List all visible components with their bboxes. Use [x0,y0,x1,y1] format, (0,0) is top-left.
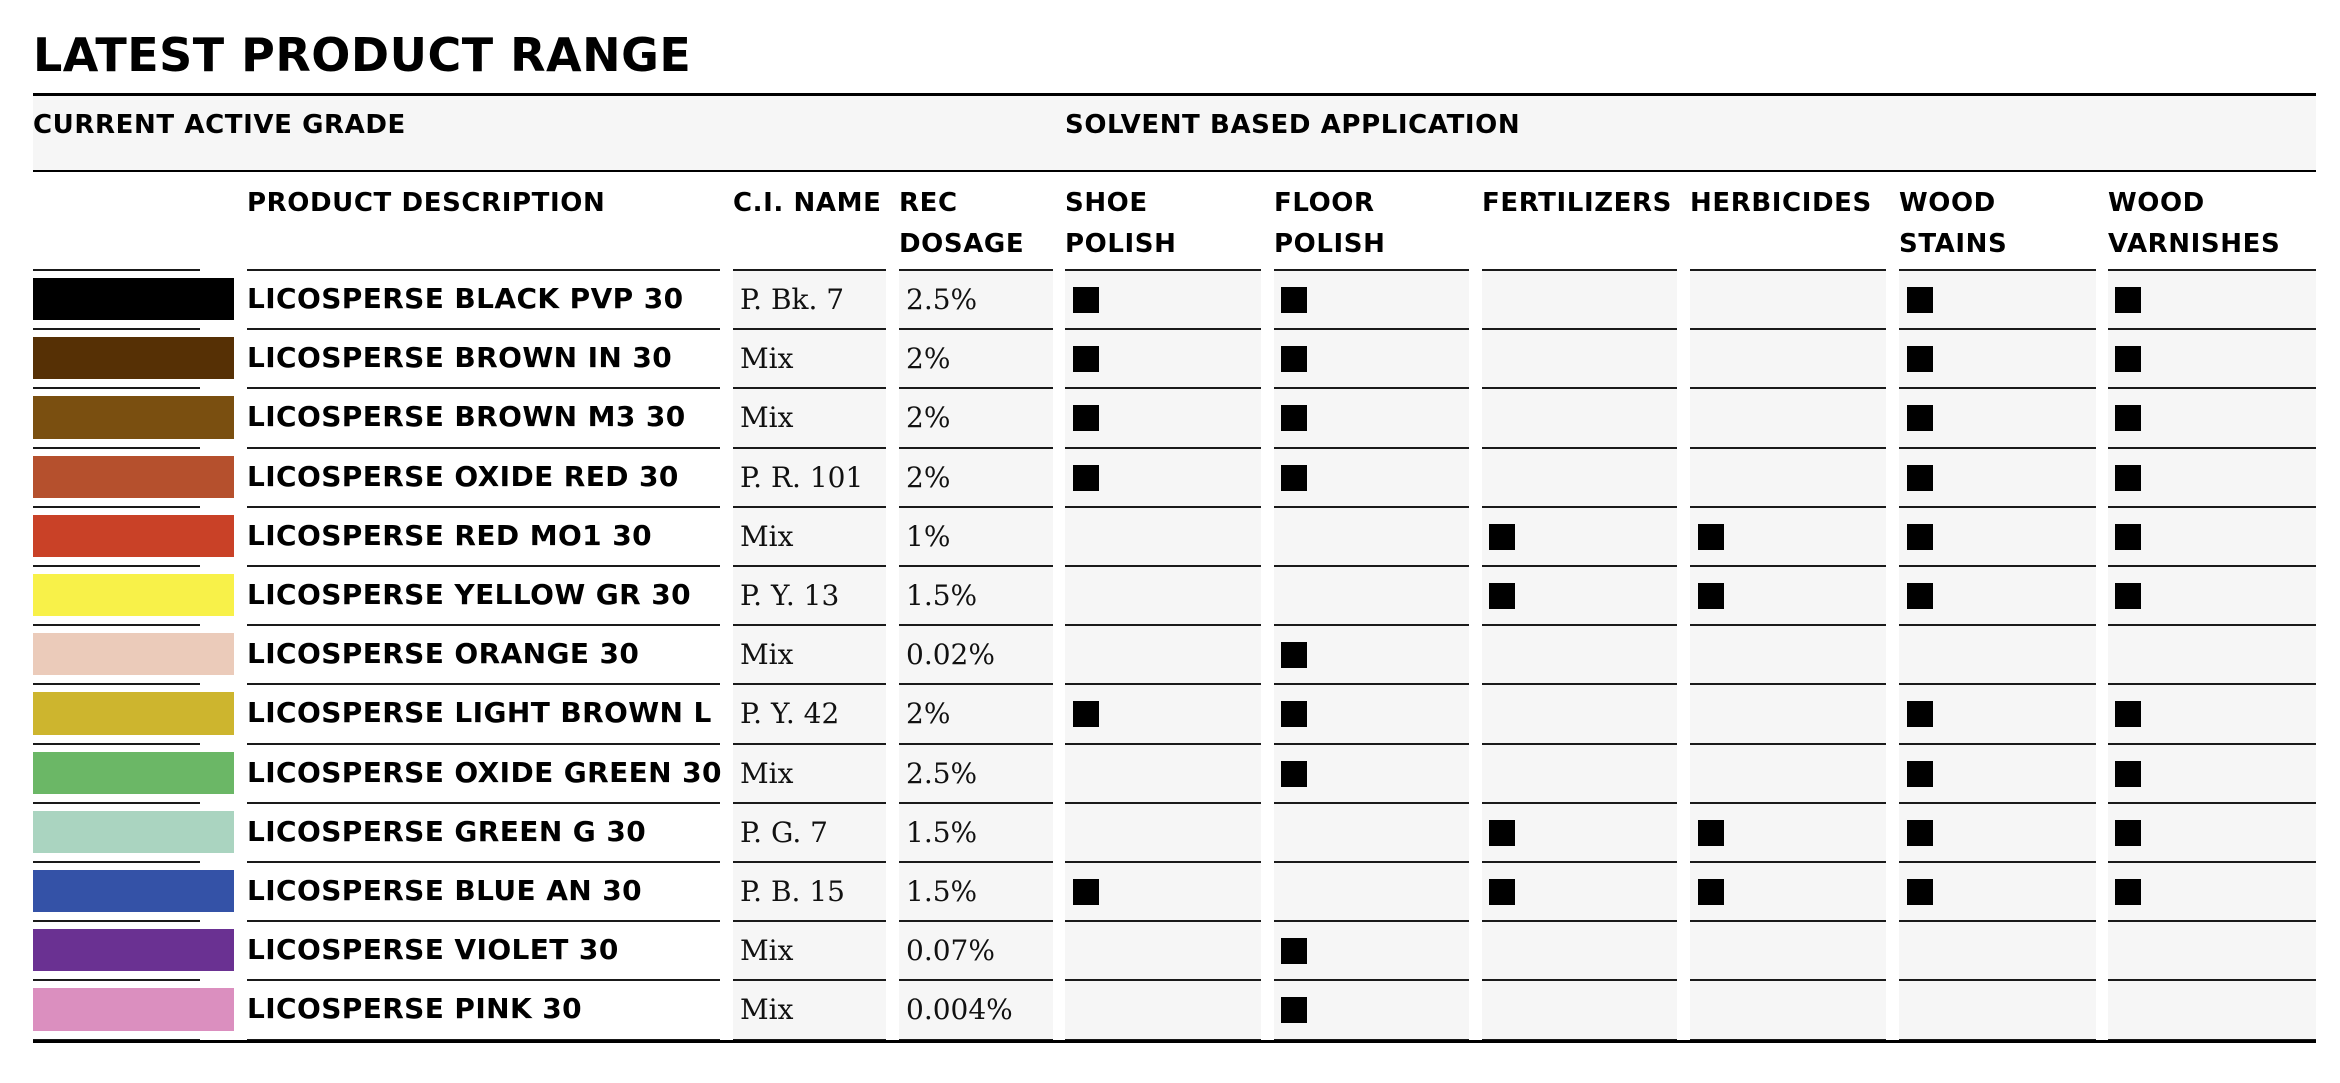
row-separator [247,624,720,626]
ci-name-value: P. R. 101 [740,460,864,494]
product-name: LICOSPERSE BLACK PVP 30 [247,282,684,315]
row-separator [247,506,720,508]
column-header-line: STAINS [1899,229,2008,259]
application-check-mark [1489,879,1515,905]
application-check-mark [1698,820,1724,846]
cell-background [1690,745,1886,802]
cell-background [1482,745,1677,802]
application-check-mark [1281,761,1307,787]
application-check-mark [1907,583,1933,609]
dosage-value: 2.5% [906,756,978,790]
product-name: LICOSPERSE RED MO1 30 [247,518,652,552]
dosage-value: 1.5% [906,579,978,612]
dosage-value: 1% [906,519,951,553]
dosage-value: 2% [906,697,951,731]
row-separator [247,743,720,745]
application-check-mark [1489,524,1515,550]
application-check-mark [1281,642,1307,668]
cell-background [1482,449,1677,506]
row-separator [33,920,200,922]
product-name: LICOSPERSE BLUE AN 30 [247,874,643,907]
cell-background [1482,626,1677,683]
cell-background [1065,567,1261,624]
row-separator [33,683,200,685]
application-check-mark [1907,761,1933,787]
column-header-line: HERBICIDES [1690,188,1872,218]
bottom-rule [33,1040,2316,1043]
application-check-mark [1698,879,1724,905]
application-check-mark [1698,583,1724,609]
application-check-mark [1489,820,1515,846]
application-check-mark [1281,287,1307,313]
cell-background [1065,745,1261,802]
cell-background [1690,922,1886,979]
ci-name-value: Mix [740,934,794,968]
row-separator [33,447,200,449]
column-header-line: POLISH [1065,229,1177,259]
cell-background [2108,626,2316,683]
column-header-line: WOOD [2108,188,2205,218]
product-name: LICOSPERSE BROWN IN 30 [247,341,673,375]
cell-background [1690,685,1886,742]
ci-name-value: P. G. 7 [740,815,828,849]
cell-background [1690,330,1886,387]
color-swatch [33,574,234,616]
color-swatch [33,988,234,1030]
ci-name-value: Mix [740,519,794,553]
cell-background [1482,922,1677,979]
column-header-line: REC [899,188,958,218]
row-separator [247,802,720,804]
application-check-mark [1907,524,1933,550]
column-header-line: PRODUCT DESCRIPTION [247,188,606,218]
row-separator [247,565,720,567]
row-separator [33,624,200,626]
ci-name-value: P. B. 15 [740,875,845,908]
column-header-line: C.I. NAME [733,188,882,218]
product-name: LICOSPERSE PINK 30 [247,992,583,1026]
color-swatch [33,692,234,734]
cell-background [1482,271,1677,328]
dosage-value: 0.07% [906,934,995,968]
cell-background [1274,508,1469,565]
application-check-mark [1489,583,1515,609]
dosage-value: 0.004% [906,993,1013,1027]
application-check-mark [1281,346,1307,372]
application-check-mark [2115,820,2141,846]
row-separator [33,506,200,508]
row-separator [247,269,720,271]
cell-background [1899,981,2096,1038]
column-header-line: VARNISHES [2108,229,2281,259]
row-separator [33,565,200,567]
row-separator [33,328,200,330]
application-check-mark [2115,405,2141,431]
application-check-mark [1907,820,1933,846]
color-swatch [33,278,234,320]
ci-name-value: Mix [740,401,794,435]
cell-background [1274,567,1469,624]
cell-background [2108,922,2316,979]
ci-name-value: P. Y. 42 [740,697,840,731]
color-swatch [33,515,234,557]
row-separator [247,683,720,685]
application-check-mark [1907,465,1933,491]
product-name: LICOSPERSE ORANGE 30 [247,637,640,671]
application-check-mark [2115,583,2141,609]
cell-background [1899,922,2096,979]
row-separator [33,269,200,271]
product-name: LICOSPERSE YELLOW GR 30 [247,578,692,611]
cell-background [1482,685,1677,742]
cell-background [1065,922,1261,979]
row-separator [247,387,720,389]
ci-name-value: Mix [740,993,794,1027]
cell-background [1065,804,1261,861]
dosage-value: 1.5% [906,815,978,849]
color-swatch [33,337,234,379]
column-header-line: FERTILIZERS [1482,188,1672,218]
cell-background [1065,626,1261,683]
application-check-mark [1073,701,1099,727]
row-separator [247,328,720,330]
section-label-application: SOLVENT BASED APPLICATION [1065,110,1521,140]
product-name: LICOSPERSE OXIDE GREEN 30 [247,755,722,789]
cell-background [1899,626,2096,683]
product-name: LICOSPERSE BROWN M3 30 [247,400,686,434]
product-name: LICOSPERSE GREEN G 30 [247,814,647,848]
application-check-mark [1281,405,1307,431]
application-check-mark [2115,879,2141,905]
application-check-mark [1281,938,1307,964]
product-name: LICOSPERSE LIGHT BROWN L [247,696,712,730]
cell-background [1690,981,1886,1038]
cell-background [1274,863,1469,920]
application-check-mark [1698,524,1724,550]
cell-background [1690,271,1886,328]
application-check-mark [1073,287,1099,313]
application-check-mark [1073,879,1099,905]
application-check-mark [1281,997,1307,1023]
cell-background [1690,449,1886,506]
color-swatch [33,396,234,438]
dosage-value: 2% [906,401,951,435]
column-header-line: DOSAGE [899,229,1025,259]
row-separator [247,861,720,863]
application-check-mark [1907,346,1933,372]
cell-background [1482,389,1677,446]
cell-background [2108,981,2316,1038]
application-check-mark [2115,465,2141,491]
row-separator [247,920,720,922]
dosage-value: 2% [906,460,951,494]
ci-name-value: Mix [740,342,794,376]
application-check-mark [1907,287,1933,313]
section-label-grade: CURRENT ACTIVE GRADE [33,110,406,140]
application-check-mark [2115,701,2141,727]
dosage-value: 2.5% [906,283,978,316]
application-check-mark [1073,465,1099,491]
dosage-value: 2% [906,342,951,376]
row-separator [33,802,200,804]
application-check-mark [1073,346,1099,372]
column-header-line: POLISH [1274,229,1386,259]
application-check-mark [1907,879,1933,905]
ci-name-value: Mix [740,756,794,790]
cell-background [1690,389,1886,446]
color-swatch [33,870,234,912]
row-separator [33,387,200,389]
column-header-line: FLOOR [1274,188,1375,218]
dosage-value: 1.5% [906,875,978,908]
row-separator [247,447,720,449]
application-check-mark [2115,761,2141,787]
row-separator [33,979,200,981]
color-swatch [33,752,234,794]
color-swatch [33,811,234,853]
product-name: LICOSPERSE VIOLET 30 [247,933,619,967]
application-check-mark [2115,346,2141,372]
application-check-mark [2115,524,2141,550]
application-check-mark [1907,701,1933,727]
cell-background [1065,508,1261,565]
column-header-line: SHOE [1065,188,1148,218]
application-check-mark [2115,287,2141,313]
ci-name-value: P. Y. 13 [740,579,840,612]
cell-background [1690,626,1886,683]
column-header-line: WOOD [1899,188,1996,218]
color-swatch [33,929,234,971]
color-swatch [33,633,234,675]
row-separator [33,861,200,863]
application-check-mark [1281,465,1307,491]
application-check-mark [1073,405,1099,431]
dosage-value: 0.02% [906,638,995,672]
cell-background [1274,804,1469,861]
cell-background [1482,981,1677,1038]
page-title: LATEST PRODUCT RANGE [33,28,692,82]
row-separator [33,743,200,745]
cell-background [1065,981,1261,1038]
ci-name-value: P. Bk. 7 [740,283,845,316]
application-check-mark [1907,405,1933,431]
cell-background [1482,330,1677,387]
color-swatch [33,456,234,498]
product-name: LICOSPERSE OXIDE RED 30 [247,459,679,493]
application-check-mark [1281,701,1307,727]
row-separator [247,979,720,981]
ci-name-value: Mix [740,638,794,672]
